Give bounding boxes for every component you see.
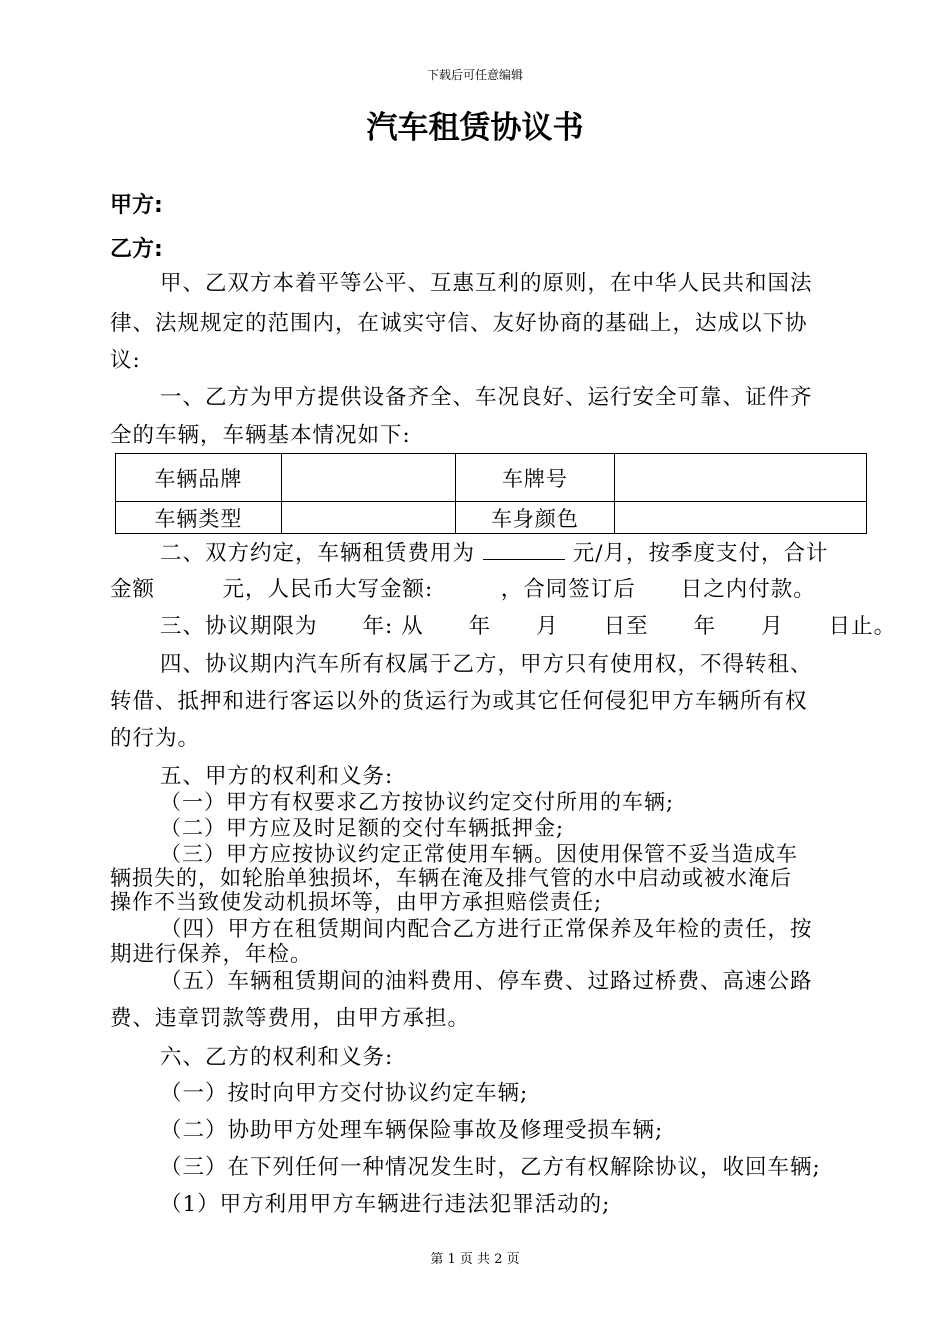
clause5-item: （五）车辆租赁期间的油料费用、停车费、过路过桥费、高速公路 <box>160 969 813 994</box>
table-cell: 车辆品牌 <box>116 454 282 502</box>
clause4-line: 四、协议期内汽车所有权属于乙方，甲方只有使用权，不得转租、 <box>160 652 813 677</box>
clause1-line: 一、乙方为甲方提供设备齐全、车况良好、运行安全可靠、证件齐 <box>160 385 813 410</box>
table-row <box>116 454 867 502</box>
clause5-item: 操作不当致使发动机损坏等，由甲方承担赔偿责任; <box>110 890 603 914</box>
party-b-label: 乙方: <box>110 237 163 262</box>
clause4-line: 转借、抵押和进行客运以外的货运行为或其它任何侵犯甲方车辆所有权 <box>110 689 808 714</box>
clause6-heading: 六、乙方的权利和义务: <box>160 1045 394 1070</box>
clause2-text: 二、双方约定，车辆租赁费用为 <box>160 541 476 566</box>
clause5-item: （一）甲方有权要求乙方按协议约定交付所用的车辆; <box>160 790 675 814</box>
party-a-label: 甲方: <box>110 193 163 218</box>
clause5-item: 辆损失的，如轮胎单独损坏，车辆在淹及排气管的水中启动或被水淹后 <box>110 866 792 890</box>
clause1-line: 全的车辆，车辆基本情况如下: <box>110 423 411 448</box>
clause2-line <box>160 536 828 567</box>
fee-blank <box>483 539 565 560</box>
clause5-item: （四）甲方在租赁期间内配合乙方进行正常保养及年检的责任，按 <box>160 917 813 942</box>
intro-line: 议: <box>110 348 141 373</box>
vehicle-info-table <box>115 453 867 534</box>
table-cell <box>281 454 455 502</box>
clause2-line: 金额 元，人民币大写金额: ，合同签订后 日之内付款。 <box>110 577 816 602</box>
table-cell: 车牌号 <box>455 454 615 502</box>
clause5-item: 期进行保养，年检。 <box>110 942 313 967</box>
clause6-item: （二）协助甲方处理车辆保险事故及修理受损车辆; <box>160 1118 664 1143</box>
page-header: 下载后可任意编辑 <box>426 68 523 82</box>
table-cell: 车辆类型 <box>116 502 282 534</box>
clause3-line: 三、协议期限为 年: 从 年 月 日至 年 月 日止。 <box>160 614 897 639</box>
clause5-item: （二）甲方应及时足额的交付车辆抵押金; <box>160 816 565 840</box>
clause5-item: 费、违章罚款等费用，由甲方承担。 <box>110 1006 471 1031</box>
table-cell: 车身颜色 <box>455 502 615 534</box>
clause2-text: 元/月，按季度支付，合计 <box>572 541 829 566</box>
clause6-item: （一）按时向甲方交付协议约定车辆; <box>160 1081 529 1106</box>
table-cell <box>615 502 867 534</box>
clause6-item: （1）甲方利用甲方车辆进行违法犯罪活动的; <box>160 1192 611 1217</box>
page-footer: 第 1 页 共 2 页 <box>430 1252 520 1267</box>
clause4-line: 的行为。 <box>110 726 201 751</box>
table-cell <box>615 454 867 502</box>
intro-line: 律、法规规定的范围内，在诚实守信、友好协商的基础上，达成以下协 <box>110 311 808 336</box>
table-cell <box>281 502 455 534</box>
intro-line: 甲、乙双方本着平等公平、互惠互利的原则，在中华人民共和国法 <box>160 271 813 296</box>
table-row <box>116 502 867 534</box>
clause5-item: （三）甲方应按协议约定正常使用车辆。因使用保管不妥当造成车 <box>160 842 798 866</box>
clause5-heading: 五、甲方的权利和义务: <box>160 764 394 789</box>
document-title: 汽车租赁协议书 <box>366 110 584 146</box>
clause6-item: （三）在下列任何一种情况发生时，乙方有权解除协议，收回车辆; <box>160 1155 821 1180</box>
